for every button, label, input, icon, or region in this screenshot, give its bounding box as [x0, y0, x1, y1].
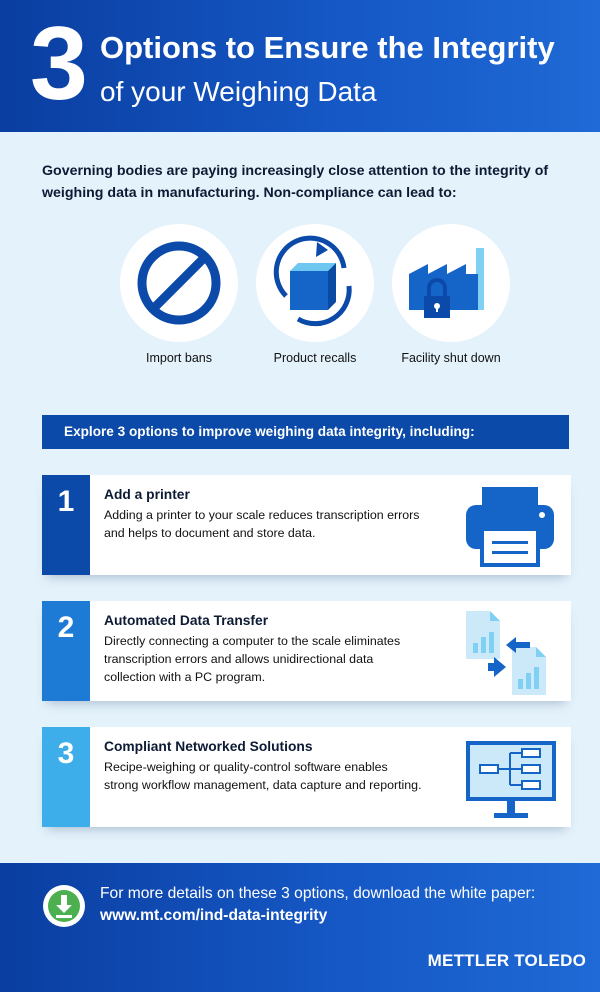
white-paper-link[interactable]: www.mt.com/ind-data-integrity: [100, 907, 328, 924]
option-card-networked: [42, 727, 571, 827]
option-title: Add a printer: [104, 487, 190, 502]
option-description: Directly connecting a computer to the scale eliminates transcription errors and allows unidirectional data collection with a PC program.: [104, 634, 401, 684]
prohibited-icon: [120, 224, 238, 342]
option-title: Compliant Networked Solutions: [104, 739, 313, 754]
consequence-facility-shutdown: [392, 224, 510, 342]
header-title-line2: of your Weighing Data: [100, 76, 377, 107]
cube-cycle-icon: [256, 224, 374, 342]
option-description: Adding a printer to your scale reduces transcription errors and helps to document and store data.: [104, 508, 420, 540]
intro-text: Governing bodies are paying increasingly close attention to the integrity of weighing data in manufacturing. Non-compliance can lead to:: [42, 163, 549, 201]
option-description: Recipe-weighing or quality-control software enables strong workflow management, data capture and reporting.: [104, 760, 422, 792]
brand-logo: METTLER TOLEDO: [427, 951, 586, 970]
option-number: 1: [42, 475, 90, 575]
header-title-line1: Options to Ensure the Integrity: [100, 30, 555, 65]
consequence-import-bans: [120, 224, 238, 342]
option-title: Automated Data Transfer: [104, 613, 269, 628]
factory-lock-icon: [392, 224, 510, 342]
option-number: 3: [42, 727, 90, 827]
data-transfer-icon: [460, 607, 560, 699]
download-icon[interactable]: [42, 884, 86, 928]
option-card-data-transfer: [42, 601, 571, 701]
header: [0, 0, 600, 132]
options-banner: Explore 3 options to improve weighing data integrity, including:: [42, 415, 569, 449]
footer-text: For more details on these 3 options, download the white paper:: [100, 885, 536, 902]
network-monitor-icon: [460, 733, 560, 821]
footer: [0, 863, 600, 992]
consequence-product-recalls: [256, 224, 374, 342]
consequence-label-facility-shutdown: Facility shut down: [401, 351, 501, 365]
consequence-label-import-bans: Import bans: [145, 351, 212, 365]
consequence-label-product-recalls: Product recalls: [273, 351, 357, 365]
option-number: 2: [42, 601, 90, 701]
option-card-printer: [42, 475, 571, 575]
header-number: 3: [30, 6, 86, 122]
printer-icon: [460, 481, 560, 569]
